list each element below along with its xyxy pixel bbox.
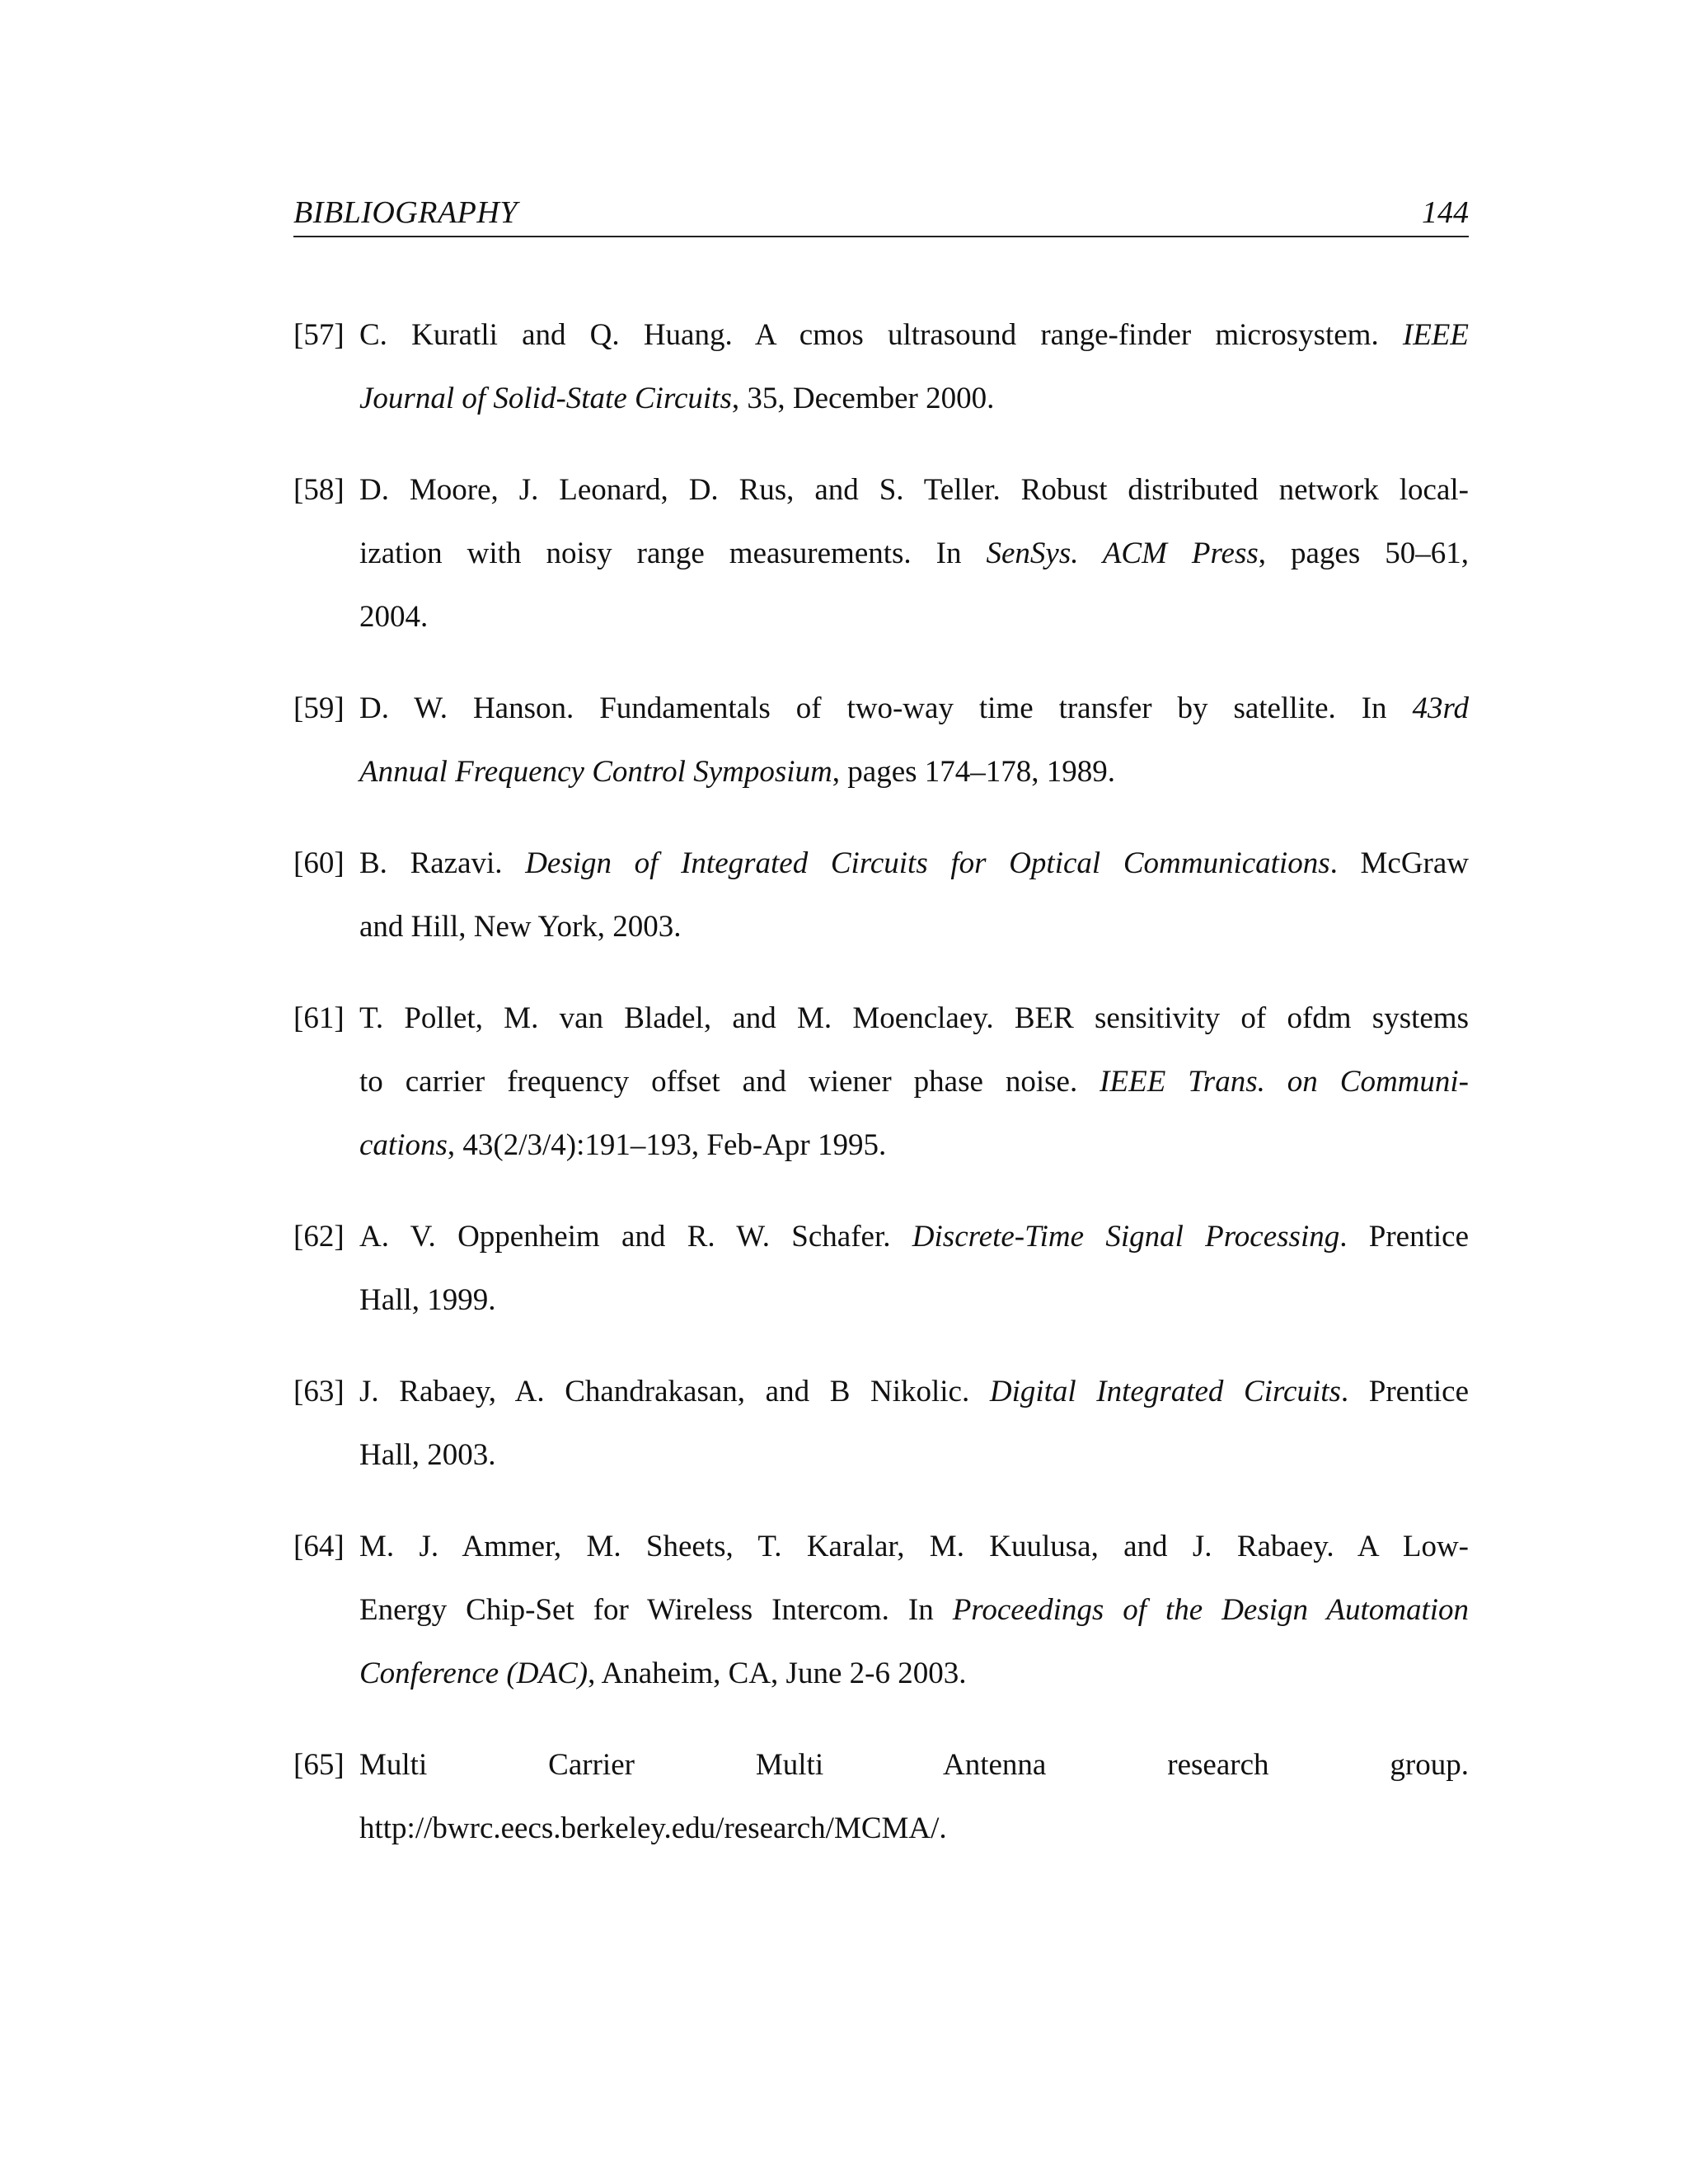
bib-entry [293,987,1469,1177]
bib-entry-line [359,1050,1469,1113]
bib-text: D. W. Hanson. Fundamentals of two-way time transfer by satellite. In [359,691,1413,725]
bib-text: Hall, 1999. [359,1283,496,1317]
bib-italic-text: Conference (DAC) [359,1657,588,1690]
bib-entry-number: [58] [293,473,345,507]
bib-text: , pages 174–178, 1989. [832,755,1116,789]
bib-text: and Hill, New York, 2003. [359,910,682,944]
bib-text: , pages 50–61, [1258,537,1469,570]
bib-entry-number: [64] [293,1530,345,1563]
bib-entry [293,458,1469,649]
bib-entry-line [359,740,1469,804]
bib-entry-line [359,1268,1469,1332]
bib-text: , Anaheim, CA, June 2-6 2003. [588,1657,967,1690]
bib-entry-line [359,1642,1469,1705]
bib-text: T. Pollet, M. van Bladel, and M. Moenclaey. BER sensitivity of ofdm systems [359,1001,1469,1035]
bib-text: D. Moore, J. Leonard, D. Rus, and S. Teller. Robust distributed network local- [359,473,1469,507]
bib-entry-line [359,1423,1469,1487]
bib-entry [293,832,1469,958]
bib-entry-line [359,1205,1469,1268]
bib-entry-number: [60] [293,846,345,880]
bib-text: , 35, December 2000. [731,382,995,415]
bib-text: M. J. Ammer, M. Sheets, T. Karalar, M. Kuulusa, and J. Rabaey. A Low- [359,1530,1469,1563]
bib-text: , 43(2/3/4):191–193, Feb-Apr 1995. [447,1128,887,1162]
bib-text: C. Kuratli and Q. Huang. A cmos ultrasound range-finder microsystem. [359,318,1403,352]
bib-text: . Prentice [1340,1375,1469,1408]
bib-text: . Prentice [1339,1220,1469,1254]
bib-italic-text: IEEE [1402,318,1469,352]
bib-entry-line [359,585,1469,649]
bib-italic-text: Design of Integrated Circuits for Optical Communications [525,846,1330,880]
bib-entry-line [359,1797,1469,1860]
bib-entry [293,1205,1469,1332]
bib-text: A. V. Oppenheim and R. W. Schafer. [359,1220,912,1254]
bib-entry-line [359,895,1469,958]
bib-entry-line [359,458,1469,522]
bib-entry [293,1360,1469,1487]
bib-entry-line [359,677,1469,740]
header-title: BIBLIOGRAPHY [293,195,518,230]
bib-text: http://bwrc.eecs.berkeley.edu/research/MCMA/. [359,1811,947,1845]
bib-entry [293,1515,1469,1705]
bib-italic-text: Journal of Solid-State Circuits [359,382,732,415]
bib-italic-text: Proceedings of the Design Automation [952,1593,1470,1627]
bib-entry-line [359,367,1469,430]
bibliography-list [293,303,1469,1888]
bib-entry-line [359,1515,1469,1578]
bib-entry-number: [59] [293,691,345,725]
bib-text: B. Razavi. [359,846,526,880]
bib-italic-text: IEEE Trans. on Communi- [1100,1065,1469,1099]
bib-entry-line [359,987,1469,1050]
bib-entry-number: [62] [293,1220,345,1254]
bib-text: ization with noisy range measurements. In [359,537,987,570]
bib-text: Hall, 2003. [359,1438,496,1472]
bib-entry [293,1733,1469,1860]
bib-entry-line [359,1360,1469,1423]
bib-entry-line [359,522,1469,585]
bib-entry-number: [57] [293,318,345,352]
bib-italic-text: Discrete-Time Signal Processing [912,1220,1340,1254]
bib-italic-text: SenSys. ACM Press [986,537,1259,570]
bib-entry [293,677,1469,804]
bib-text: to carrier frequency offset and wiener phase noise. [359,1065,1100,1099]
bib-italic-text: 43rd [1412,691,1469,725]
page-number: 144 [1422,195,1469,230]
bib-entry-line [359,1578,1469,1642]
bib-entry-number: [65] [293,1748,345,1782]
bib-entry-number: [61] [293,1001,345,1035]
bib-italic-text: Annual Frequency Control Symposium [359,755,832,789]
bib-text: Multi Carrier Multi Antenna research group. [359,1748,1469,1782]
bib-text: J. Rabaey, A. Chandrakasan, and B Nikolic. [359,1375,990,1408]
bib-italic-text: cations [359,1128,448,1162]
bib-text: . McGraw [1329,846,1470,880]
bib-italic-text: Digital Integrated Circuits [989,1375,1341,1408]
bib-entry [293,303,1469,430]
running-header [293,191,1469,237]
bib-entry-number: [63] [293,1375,345,1408]
bib-text: 2004. [359,600,429,634]
bib-entry-line [359,832,1469,895]
bib-entry-line [359,303,1469,367]
bib-entry-line [359,1113,1469,1177]
bib-text: Energy Chip-Set for Wireless Intercom. In [359,1593,953,1627]
bib-entry-line [359,1733,1469,1797]
